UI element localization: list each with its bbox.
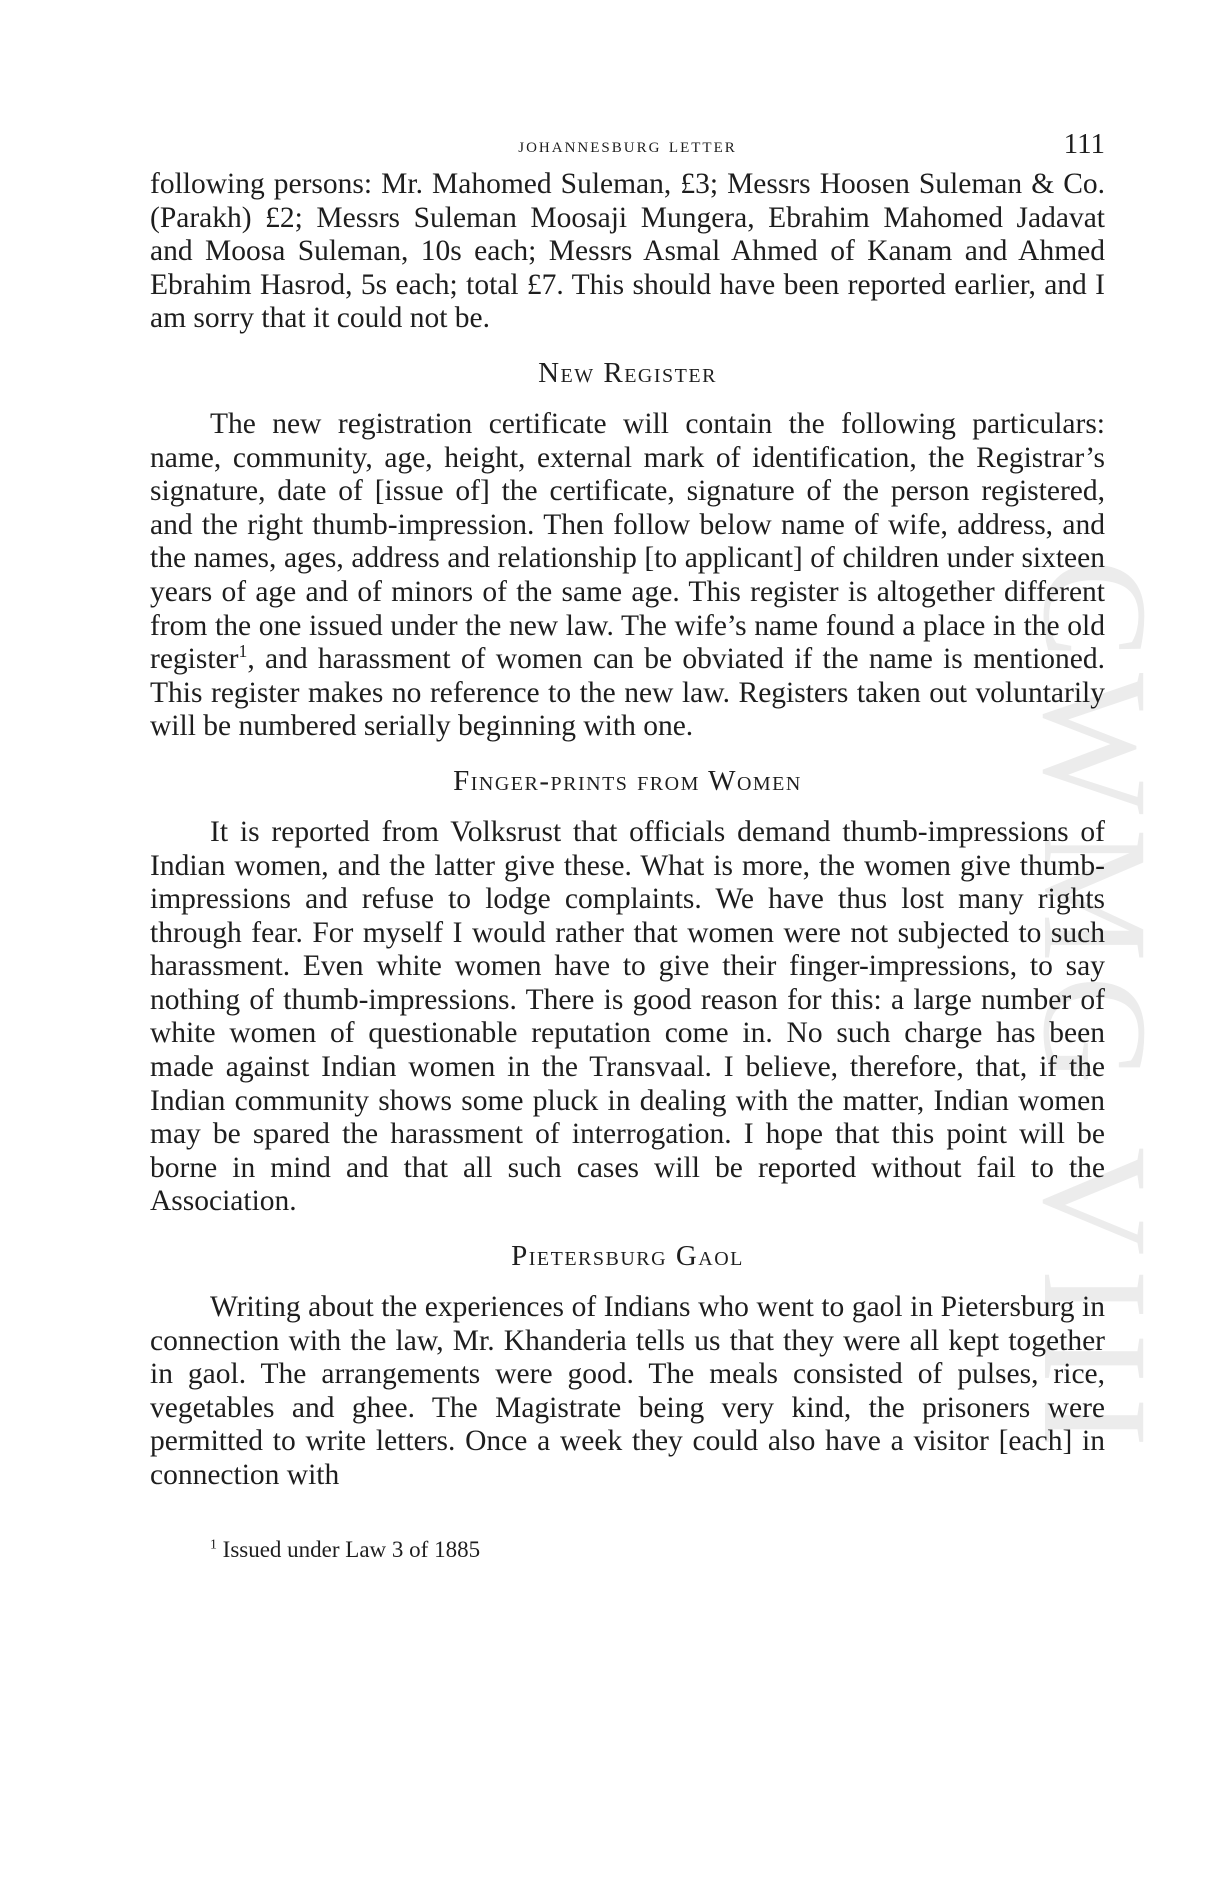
heading-pietersburg-gaol: Pietersburg Gaol [511,1240,744,1273]
footnote-text: Issued under Law 3 of 1885 [222,1536,481,1562]
paragraph-pietersburg-gaol: Writing about the experiences of Indians who went to gaol in Pietersburg in connection with the law, Mr. Khanderia tells us that they were all kept together in gaol. The arrangements were good. The meals consisted of pulses, rice, vegetables and ghee. The Magistrate being very kind, the prisoners were permitted to write letters. Once a week they could also have a visitor [each] in connection with [150,1291,1105,1491]
watermark: CWMG VIII [1012,558,1178,1462]
footnote [150,1537,1105,1563]
footnote-mark: 1 [210,1535,217,1551]
page-number: 111 [1063,128,1105,160]
paragraph-new-register [150,408,1105,744]
heading-finger-prints: Finger-prints from Women [453,764,802,797]
footnote-reference: 1 [238,641,248,662]
paragraph-new-register-part1: The new registration certificate will contain the following particulars: name, community, age, height, external mark of identification, the Registrar’s signature, date of [issue of] the certificate, signature of the person registered, and the right thumb-impression. Then follow below name of wife, address, and the names, ages, address and relationship [to applicant] of children under sixteen years of age and of minors of the same age. This register is altogether different from the one issued under the new law. The wife’s name found a place in the old register [150,407,1105,676]
paragraph-continued: following persons: Mr. Mahomed Suleman, £3; Messrs Hoosen Suleman & Co. (Parakh) £2; Messrs Suleman Moosaji Mungera, Ebrahim Mahomed Jadavat and Moosa Suleman, 10s each; Messrs Asmal Ahmed of Kanam and Ahmed Ebrahim Hasrod, 5s each; total £7. This should have been reported earlier, and I am sorry that it could not be. [150,168,1105,335]
page [150,128,1105,1563]
paragraph-new-register-part2: , and harassment of women can be obviated if the name is mentioned. This register makes no reference to the new law. Registers taken out voluntarily will be numbered serially beginning with one. [150,643,1105,743]
running-head-title: johannesburg letter [518,132,737,157]
heading-new-register: New Register [538,356,717,389]
running-head [150,128,1105,168]
paragraph-finger-prints: It is reported from Volksrust that officials demand thumb-impressions of Indian women, and the latter give these. What is more, the women give thumb-impressions and refuse to lodge complaints. We have thus lost many rights through fear. For myself I would rather that women were not subjected to such harassment. Even white women have to give their finger-impressions, to say nothing of thumb-impressions. There is good reason for this: a large number of white women of questionable reputation come in. No such charge has been made against Indian women in the Transvaal. I believe, therefore, that, if the Indian community shows some pluck in dealing with the matter, Indian women may be spared the harassment of interrogation. I hope that this point will be borne in mind and that all such cases will be reported without fail to the Association. [150,815,1105,1218]
